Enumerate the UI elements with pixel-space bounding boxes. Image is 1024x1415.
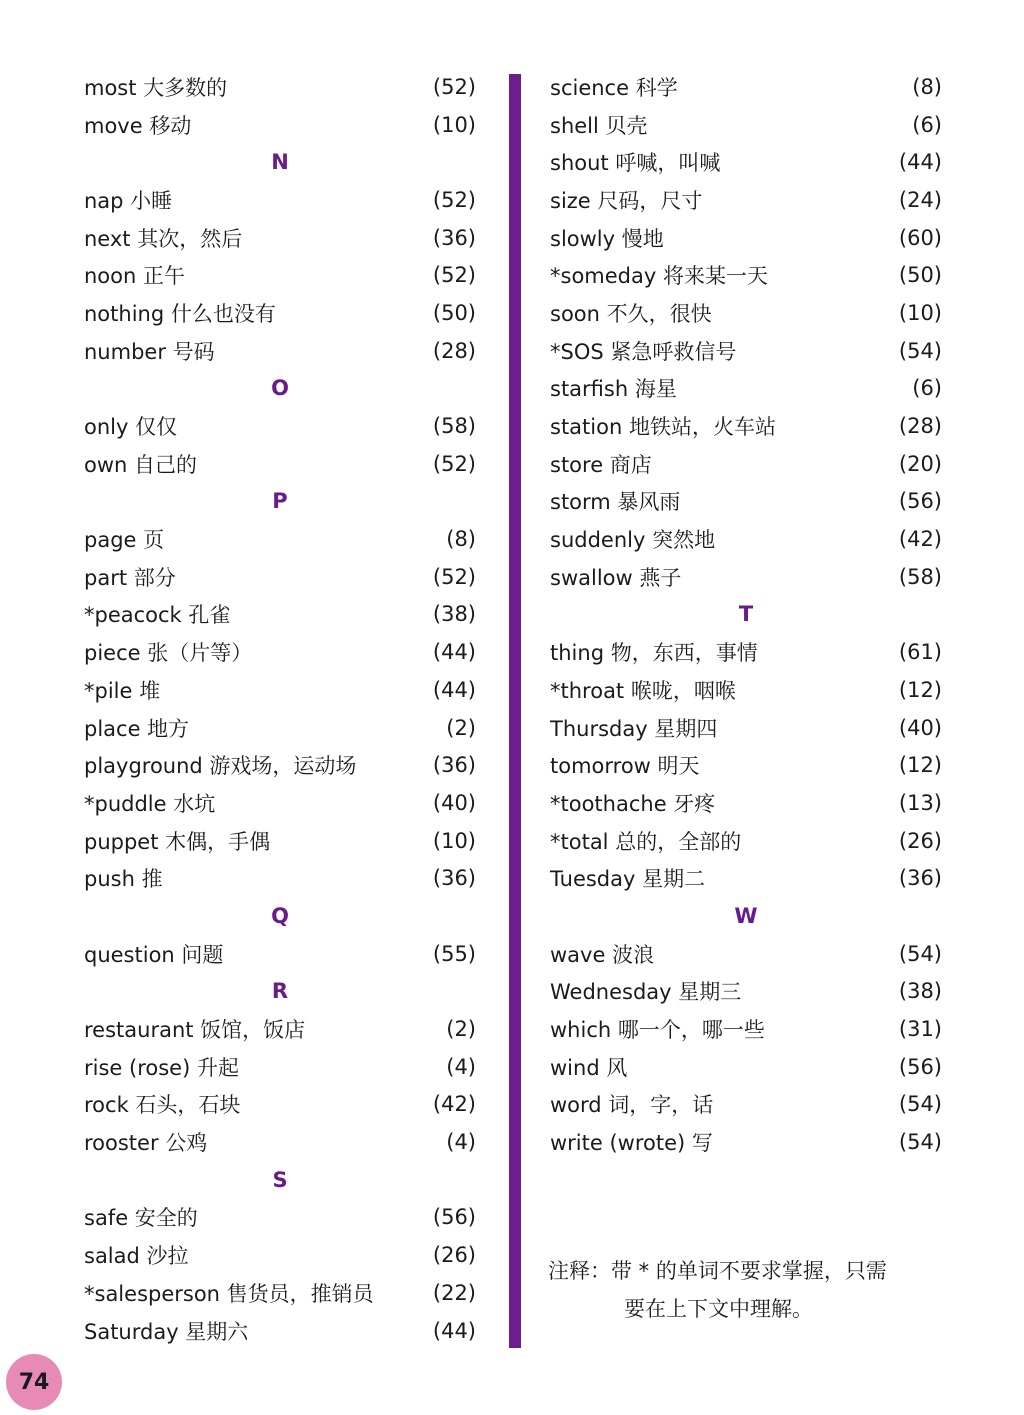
entry-page-ref: (44) <box>898 150 942 175</box>
letter-heading: N <box>271 150 289 175</box>
entry-word: number 号码 <box>84 339 215 364</box>
entry-word: Saturday 星期六 <box>84 1319 249 1344</box>
entry-page-ref: (10) <box>432 828 476 853</box>
footnote-line-1: 注释：带 * 的单词不要求掌握，只需 <box>548 1259 887 1283</box>
glossary-entry <box>84 822 476 860</box>
entry-page-ref: (28) <box>898 414 942 439</box>
glossary-entry <box>550 520 942 558</box>
glossary-entry <box>84 106 476 144</box>
entry-word: Thursday 星期四 <box>550 716 718 741</box>
entry-word: tomorrow 明天 <box>550 754 700 779</box>
entry-page-ref: (56) <box>898 489 942 514</box>
entry-page-ref: (36) <box>432 753 476 778</box>
entry-word: rise (rose) 升起 <box>84 1055 239 1080</box>
entry-word: *throat 喉咙，咽喉 <box>550 678 736 703</box>
entry-page-ref: (52) <box>432 451 476 476</box>
entry-word: rooster 公鸡 <box>84 1131 208 1156</box>
entry-page-ref: (52) <box>432 564 476 589</box>
glossary-entry <box>84 784 476 822</box>
glossary-entry <box>550 1123 942 1161</box>
glossary-entry <box>84 1010 476 1048</box>
entry-word: *toothache 牙疼 <box>550 791 716 816</box>
entry-word: wind 风 <box>550 1055 628 1080</box>
entry-word: question 问题 <box>84 942 224 967</box>
glossary-entry <box>550 294 942 332</box>
entry-page-ref: (42) <box>898 527 942 552</box>
entry-page-ref: (10) <box>898 300 942 325</box>
entry-word: puppet 木偶，手偶 <box>84 829 271 854</box>
entry-page-ref: (36) <box>898 866 942 891</box>
entry-word: store 商店 <box>550 452 652 477</box>
glossary-entry <box>550 483 942 521</box>
letter-heading: S <box>272 1167 288 1192</box>
entry-page-ref: (50) <box>432 300 476 325</box>
glossary-entry <box>550 671 942 709</box>
entry-page-ref: (61) <box>898 640 942 665</box>
entry-page-ref: (40) <box>898 715 942 740</box>
glossary-entry <box>550 219 942 257</box>
entry-word: *salesperson 售货员，推销员 <box>84 1281 374 1306</box>
glossary-entry <box>550 746 942 784</box>
entry-word: safe 安全的 <box>84 1206 198 1231</box>
entry-word: nothing 什么也没有 <box>84 301 276 326</box>
entry-page-ref: (54) <box>898 941 942 966</box>
entry-word: word 词，字，话 <box>550 1093 714 1118</box>
entry-page-ref: (20) <box>898 451 942 476</box>
entry-word: shout 呼喊，叫喊 <box>550 151 721 176</box>
entry-word: nap 小睡 <box>84 188 173 213</box>
glossary-entry <box>550 859 942 897</box>
glossary-entry <box>550 1048 942 1086</box>
entry-word: *SOS 紧急呼救信号 <box>550 339 737 364</box>
glossary-entry <box>84 1274 476 1312</box>
entry-page-ref: (13) <box>898 790 942 815</box>
glossary-right-column <box>550 68 942 1161</box>
entry-word: *total 总的，全部的 <box>550 829 742 854</box>
entry-page-ref: (52) <box>432 263 476 288</box>
glossary-entry <box>550 935 942 973</box>
glossary-entry <box>84 935 476 973</box>
entry-word: storm 暴风雨 <box>550 490 681 515</box>
entry-word: *peacock 孔雀 <box>84 603 231 628</box>
glossary-entry <box>550 181 942 219</box>
letter-heading: W <box>734 903 758 928</box>
entry-page-ref: (6) <box>912 376 942 401</box>
glossary-entry <box>84 256 476 294</box>
glossary-entry <box>550 332 942 370</box>
glossary-entry <box>84 181 476 219</box>
glossary-entry <box>84 294 476 332</box>
entry-word: only 仅仅 <box>84 415 178 440</box>
glossary-entry <box>84 558 476 596</box>
entry-page-ref: (36) <box>432 225 476 250</box>
glossary-entry <box>550 822 942 860</box>
entry-word: Tuesday 星期二 <box>550 867 706 892</box>
entry-page-ref: (54) <box>898 1130 942 1155</box>
entry-word: starfish 海星 <box>550 377 677 402</box>
entry-word: move 移动 <box>84 113 192 138</box>
entry-word: push 推 <box>84 867 163 892</box>
letter-heading: R <box>271 979 289 1004</box>
entry-page-ref: (8) <box>446 527 476 552</box>
entry-page-ref: (50) <box>898 263 942 288</box>
glossary-entry <box>550 445 942 483</box>
entry-page-ref: (44) <box>432 640 476 665</box>
glossary-entry <box>550 973 942 1011</box>
glossary-entry <box>84 671 476 709</box>
column-divider <box>509 74 521 1348</box>
glossary-entry <box>84 445 476 483</box>
glossary-entry <box>84 859 476 897</box>
glossary-entry <box>550 407 942 445</box>
glossary-entry <box>550 68 942 106</box>
glossary-entry <box>84 219 476 257</box>
entry-page-ref: (12) <box>898 753 942 778</box>
entry-word: next 其次，然后 <box>84 226 243 251</box>
glossary-entry <box>84 1048 476 1086</box>
entry-page-ref: (6) <box>912 112 942 137</box>
glossary-entry <box>84 1086 476 1124</box>
glossary-entry <box>84 709 476 747</box>
glossary-entry <box>84 1199 476 1237</box>
entry-page-ref: (38) <box>898 979 942 1004</box>
entry-word: page 页 <box>84 528 165 553</box>
entry-word: piece 张（片等） <box>84 641 253 666</box>
entry-page-ref: (36) <box>432 866 476 891</box>
entry-word: write (wrote) 写 <box>550 1131 713 1156</box>
glossary-entry <box>84 1123 476 1161</box>
entry-page-ref: (44) <box>432 1318 476 1343</box>
entry-word: most 大多数的 <box>84 75 228 100</box>
entry-word: restaurant 饭馆，饭店 <box>84 1018 306 1043</box>
glossary-entry <box>550 1086 942 1124</box>
footnote <box>548 1252 958 1328</box>
entry-page-ref: (12) <box>898 677 942 702</box>
page-number-badge <box>6 1354 62 1410</box>
entry-word: own 自己的 <box>84 452 198 477</box>
entry-word: salad 沙拉 <box>84 1244 189 1269</box>
glossary-entry <box>550 633 942 671</box>
glossary-entry <box>550 256 942 294</box>
letter-heading: T <box>738 602 754 627</box>
glossary-entry <box>550 370 942 408</box>
glossary-entry <box>550 558 942 596</box>
entry-page-ref: (26) <box>432 1243 476 1268</box>
glossary-entry <box>84 68 476 106</box>
entry-page-ref: (42) <box>432 1092 476 1117</box>
glossary-entry <box>84 746 476 784</box>
entry-word: suddenly 突然地 <box>550 528 716 553</box>
entry-word: noon 正午 <box>84 264 185 289</box>
glossary-entry <box>84 520 476 558</box>
entry-page-ref: (38) <box>432 602 476 627</box>
entry-page-ref: (44) <box>432 677 476 702</box>
glossary-entry <box>550 143 942 181</box>
glossary-entry <box>550 106 942 144</box>
entry-page-ref: (55) <box>432 941 476 966</box>
entry-word: playground 游戏场，运动场 <box>84 754 357 779</box>
entry-page-ref: (4) <box>446 1054 476 1079</box>
entry-page-ref: (2) <box>446 1017 476 1042</box>
glossary-entry <box>84 596 476 634</box>
entry-page-ref: (26) <box>898 828 942 853</box>
glossary-entry <box>550 784 942 822</box>
entry-page-ref: (54) <box>898 1092 942 1117</box>
entry-page-ref: (8) <box>912 74 942 99</box>
glossary-entry <box>84 1236 476 1274</box>
entry-page-ref: (22) <box>432 1280 476 1305</box>
glossary-entry <box>550 1010 942 1048</box>
entry-word: which 哪一个，哪一些 <box>550 1018 765 1043</box>
entry-word: part 部分 <box>84 565 176 590</box>
entry-word: Wednesday 星期三 <box>550 980 742 1005</box>
entry-page-ref: (2) <box>446 715 476 740</box>
entry-page-ref: (56) <box>898 1054 942 1079</box>
entry-word: *someday 将来某一天 <box>550 264 768 289</box>
glossary-entry <box>84 1312 476 1350</box>
entry-page-ref: (40) <box>432 790 476 815</box>
letter-heading: O <box>271 376 289 401</box>
entry-page-ref: (58) <box>898 564 942 589</box>
footnote-line-2: 要在上下文中理解。 <box>624 1297 813 1321</box>
glossary-entry <box>84 407 476 445</box>
glossary-entry <box>84 633 476 671</box>
entry-page-ref: (31) <box>898 1017 942 1042</box>
entry-word: size 尺码，尺寸 <box>550 188 703 213</box>
entry-word: rock 石头，石块 <box>84 1093 241 1118</box>
entry-page-ref: (28) <box>432 338 476 363</box>
page-number: 74 <box>18 1369 50 1395</box>
glossary-left-column <box>84 68 476 1349</box>
glossary-entry <box>550 709 942 747</box>
entry-word: *puddle 水坑 <box>84 791 216 816</box>
entry-word: station 地铁站，火车站 <box>550 415 776 440</box>
entry-word: place 地方 <box>84 716 190 741</box>
letter-heading: Q <box>271 903 289 928</box>
entry-word: science 科学 <box>550 75 678 100</box>
entry-page-ref: (58) <box>432 414 476 439</box>
glossary-entry <box>84 332 476 370</box>
entry-word: swallow 燕子 <box>550 565 682 590</box>
entry-word: wave 波浪 <box>550 942 655 967</box>
entry-word: *pile 堆 <box>84 678 161 703</box>
entry-page-ref: (60) <box>898 225 942 250</box>
entry-word: thing 物，东西，事情 <box>550 641 758 666</box>
entry-page-ref: (56) <box>432 1205 476 1230</box>
entry-page-ref: (10) <box>432 112 476 137</box>
entry-page-ref: (52) <box>432 187 476 212</box>
entry-word: soon 不久，很快 <box>550 301 712 326</box>
entry-page-ref: (24) <box>898 187 942 212</box>
entry-page-ref: (52) <box>432 74 476 99</box>
entry-page-ref: (4) <box>446 1130 476 1155</box>
entry-page-ref: (54) <box>898 338 942 363</box>
letter-heading: P <box>272 489 288 514</box>
entry-word: shell 贝壳 <box>550 113 648 138</box>
entry-word: slowly 慢地 <box>550 226 664 251</box>
